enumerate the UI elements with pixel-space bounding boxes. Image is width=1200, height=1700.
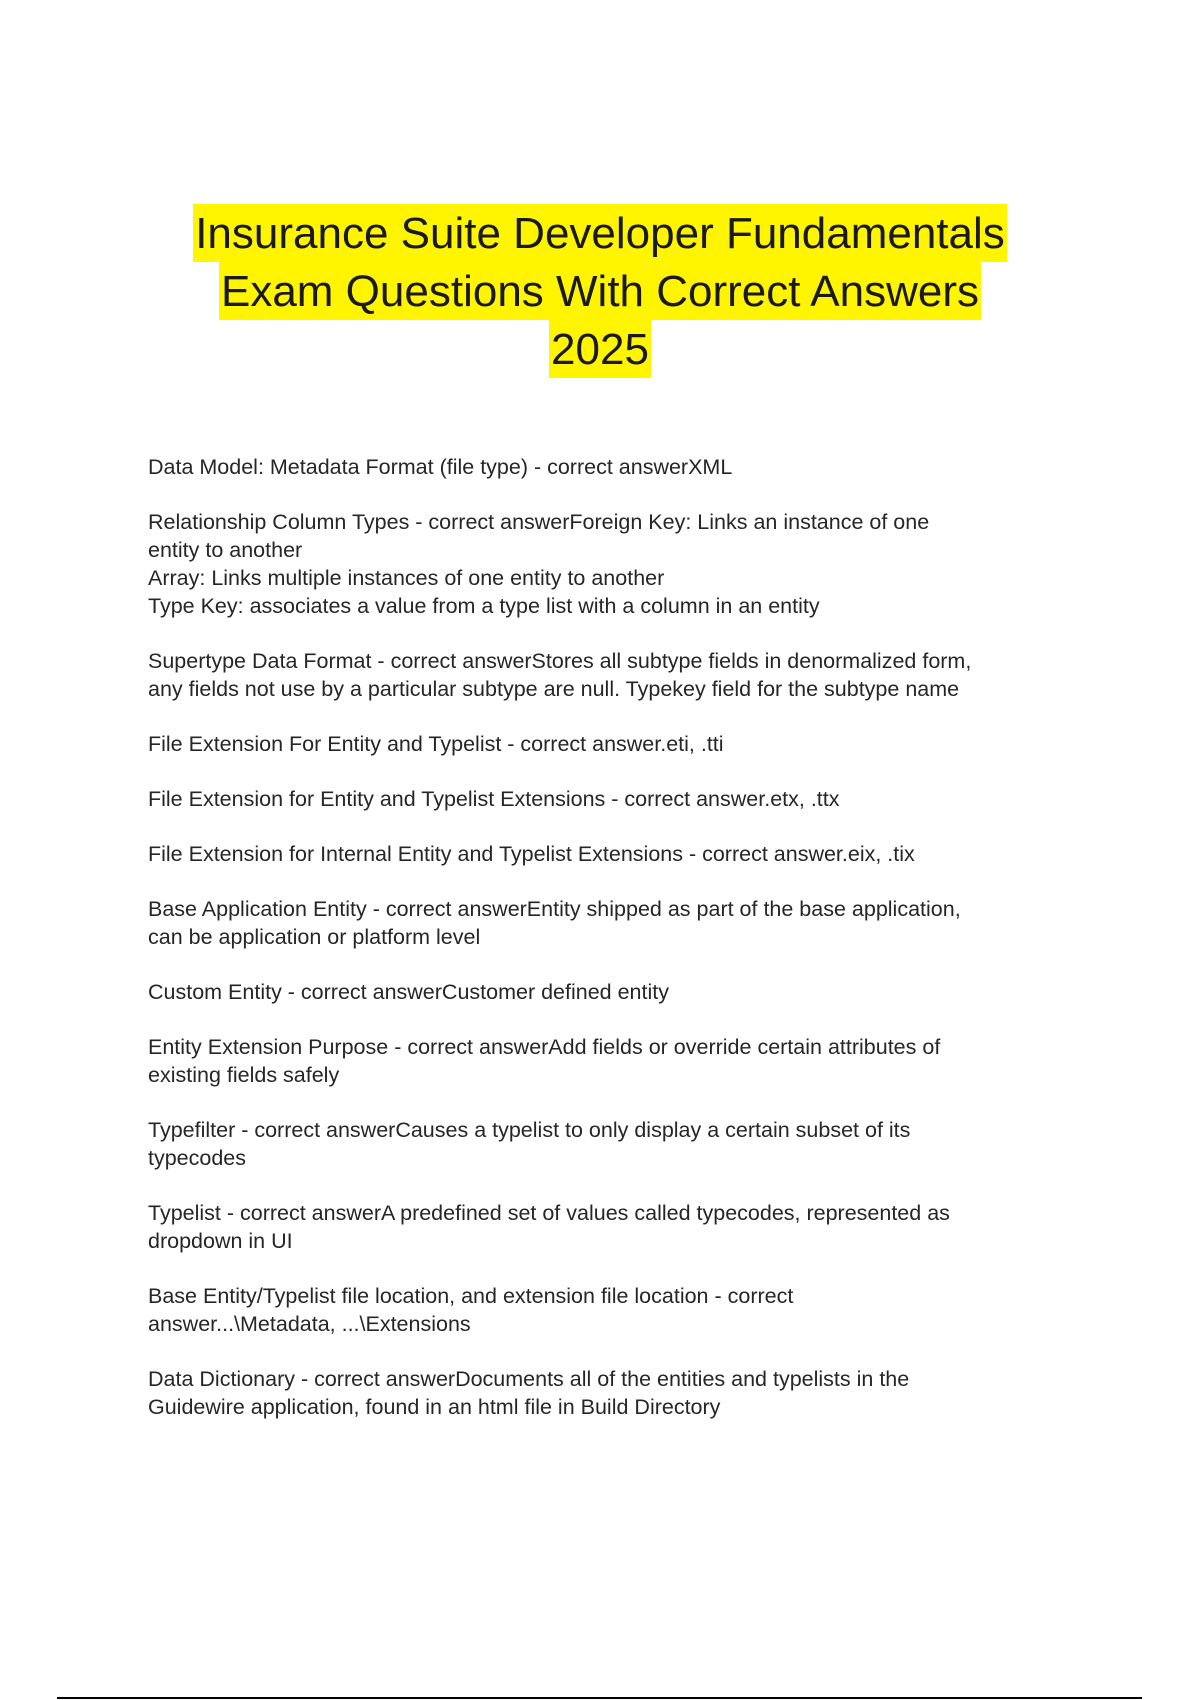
- document-title: [100, 204, 1100, 378]
- qa-item: [148, 978, 1083, 1006]
- qa-item: [148, 895, 1083, 951]
- qa-item-line: Data Dictionary - correct answerDocuments all of the entities and typelists in the: [148, 1367, 910, 1391]
- qa-item-line: answer...\Metadata, ...\Extensions: [148, 1312, 471, 1336]
- qa-item: [148, 1365, 1083, 1421]
- qa-item: [148, 1199, 1083, 1255]
- qa-item-line: Type Key: associates a value from a type list with a column in an entity: [148, 594, 820, 618]
- qa-item-line: Typefilter - correct answerCauses a typelist to only display a certain subset of its: [148, 1118, 911, 1142]
- title-line-3: 2025: [549, 320, 651, 378]
- qa-item-line: Supertype Data Format - correct answerStores all subtype fields in denormalized form,: [148, 649, 972, 673]
- qa-item-line: Base Application Entity - correct answerEntity shipped as part of the base application,: [148, 897, 961, 921]
- qa-item-line: Relationship Column Types - correct answerForeign Key: Links an instance of one: [148, 510, 930, 534]
- qa-item-line: Typelist - correct answerA predefined set of values called typecodes, represented as: [148, 1201, 950, 1225]
- qa-item: [148, 1033, 1083, 1089]
- qa-item: [148, 840, 1083, 868]
- qa-item: [148, 1116, 1083, 1172]
- question-answer-list: [148, 453, 1083, 1448]
- qa-item-line: Base Entity/Typelist file location, and extension file location - correct: [148, 1284, 794, 1308]
- qa-item: [148, 453, 1083, 481]
- qa-item-line: File Extension for Entity and Typelist Extensions - correct answer.etx, .ttx: [148, 787, 840, 811]
- qa-item-line: Custom Entity - correct answerCustomer defined entity: [148, 980, 669, 1004]
- qa-item-line: File Extension For Entity and Typelist - correct answer.eti, .tti: [148, 732, 724, 756]
- title-line-1: Insurance Suite Developer Fundamentals: [193, 204, 1007, 262]
- title-line-2: Exam Questions With Correct Answers: [219, 262, 981, 320]
- qa-item: [148, 730, 1083, 758]
- qa-item-line: Entity Extension Purpose - correct answerAdd fields or override certain attributes of: [148, 1035, 941, 1059]
- qa-item: [148, 508, 1083, 620]
- qa-item: [148, 1282, 1083, 1338]
- qa-item-line: Guidewire application, found in an html file in Build Directory: [148, 1395, 721, 1419]
- qa-item: [148, 785, 1083, 813]
- qa-item-line: Array: Links multiple instances of one entity to another: [148, 566, 665, 590]
- qa-item-line: Data Model: Metadata Format (file type) - correct answerXML: [148, 455, 733, 479]
- qa-item-line: existing fields safely: [148, 1063, 340, 1087]
- qa-item-line: entity to another: [148, 538, 303, 562]
- qa-item: [148, 647, 1083, 703]
- footer-divider: [57, 1697, 1142, 1699]
- qa-item-line: any fields not use by a particular subtype are null. Typekey field for the subtype name: [148, 677, 960, 701]
- qa-item-line: dropdown in UI: [148, 1229, 293, 1253]
- qa-item-line: File Extension for Internal Entity and Typelist Extensions - correct answer.eix, .tix: [148, 842, 915, 866]
- qa-item-line: typecodes: [148, 1146, 247, 1170]
- qa-item-line: can be application or platform level: [148, 925, 481, 949]
